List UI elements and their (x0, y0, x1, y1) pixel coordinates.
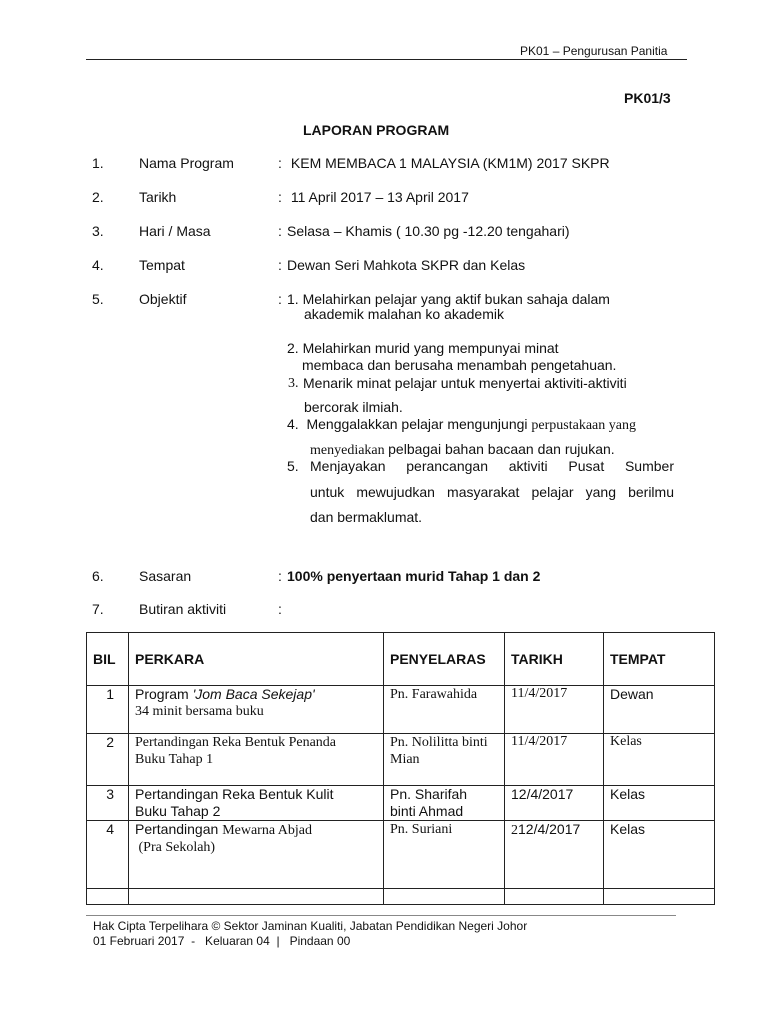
cell-tarikh: 12/4/2017 (505, 786, 604, 821)
field-colon: : (278, 257, 282, 273)
cell-perkara-line-2: 34 minit bersama buku (135, 704, 264, 719)
field-colon: : (278, 223, 282, 239)
field-colon: : (278, 601, 282, 617)
table-row (87, 686, 715, 734)
cell-text: Pn. Farawahida (390, 687, 478, 702)
cell-tarikh: 11/4/2017 (505, 686, 604, 734)
field-value-tarikh: 11 April 2017 – 13 April 2017 (287, 189, 469, 205)
cell-tempat: Kelas (604, 786, 715, 821)
column-header-tempat: TEMPAT (604, 633, 715, 686)
field-label-butiran-aktiviti: Butiran aktiviti (139, 601, 227, 617)
cell-perkara-line-2: Buku Tahap 2 (135, 803, 221, 819)
objective-2-line-1: 2. Melahirkan murid yang mempunyai minat (287, 340, 559, 356)
footer-divider (86, 915, 676, 916)
cell-text-italic: 'Jom Baca Sekejap' (192, 686, 315, 702)
field-colon: : (278, 155, 282, 171)
objective-1-line-1: 1. Melahirkan pelajar yang aktif bukan sahaja dalam (287, 291, 610, 307)
objective-3-line-2: bercorak ilmiah. (304, 399, 403, 415)
table-row (87, 786, 715, 821)
footer-revision: 01 Februari 2017 - Keluaran 04 | Pindaan 00 (93, 934, 351, 948)
cell-penyelaras (384, 821, 505, 889)
field-label-nama-program: Nama Program (139, 155, 234, 171)
field-value-nama-program: KEM MEMBACA 1 MALAYSIA (KM1M) 2017 SKPR (287, 155, 610, 171)
cell-text: Mewarna Abjad (222, 823, 312, 838)
field-number: 1. (92, 155, 104, 171)
cell-text: Pn. Suriani (390, 822, 453, 837)
objective-5-number: 5. (287, 458, 299, 474)
cell-tempat: Kelas (604, 734, 715, 786)
cell-penyelaras (384, 734, 505, 786)
field-number: 4. (92, 257, 104, 273)
cell-bil: 2 (87, 734, 129, 786)
cell-perkara (129, 734, 384, 786)
cell-perkara-line-1: Pertandingan Reka Bentuk Kulit (135, 786, 334, 802)
objective-5-line-2: untuk mewujudkan masyarakat pelajar yang berilmu (310, 484, 674, 500)
cell-perkara-line-1 (135, 686, 377, 703)
objective-5-line-3: dan bermaklumat. (310, 509, 423, 525)
cell-perkara (129, 686, 384, 734)
cell-tarikh (505, 821, 604, 889)
cell-perkara-line-1: Pertandingan Reka Bentuk Penanda (135, 735, 337, 750)
column-header-bil: BIL (87, 633, 129, 686)
cell-perkara-line-2: Buku Tahap 1 (135, 752, 214, 767)
document-code: PK01/3 (624, 90, 671, 106)
objective-4-text-d: pelbagai bahan bacaan dan rujukan. (388, 441, 615, 457)
field-colon: : (278, 568, 282, 584)
table-row (87, 821, 715, 889)
field-number: 6. (92, 568, 104, 584)
column-header-perkara: PERKARA (129, 633, 384, 686)
cell-text: Pertandingan (135, 821, 223, 837)
cell-penyelaras (384, 686, 505, 734)
objective-4-line-2 (310, 441, 615, 459)
document-title: LAPORAN PROGRAM (303, 122, 450, 138)
objective-3-line-1: Menarik minat pelajar untuk menyertai aktiviti-aktiviti (303, 375, 627, 391)
objective-3-number: 3. (288, 376, 299, 391)
field-colon: : (278, 189, 282, 205)
cell-tempat: Dewan (604, 686, 715, 734)
objective-1-line-2: akademik malahan ko akademik (304, 306, 504, 322)
column-header-tarikh: TARIKH (505, 633, 604, 686)
field-label-hari-masa: Hari / Masa (139, 223, 211, 239)
cell-empty (87, 889, 129, 905)
page-header-text: PK01 – Pengurusan Panitia (520, 44, 668, 58)
field-number: 3. (92, 223, 104, 239)
activity-table (86, 632, 715, 905)
objective-4-line-1 (287, 416, 636, 434)
table-row-empty (87, 889, 715, 905)
cell-text: Mian (390, 752, 420, 767)
objective-4-text-a: 4. Menggalakkan pelajar mengunjungi (287, 416, 532, 432)
cell-bil: 1 (87, 686, 129, 734)
cell-text: 12/4/2017 (518, 821, 581, 837)
cell-perkara (129, 786, 384, 821)
objective-2-line-2: membaca dan berusaha menambah pengetahuan. (302, 357, 617, 373)
cell-tarikh: 11/4/2017 (505, 734, 604, 786)
cell-text: Pn. Sharifah (390, 786, 468, 802)
cell-bil: 4 (87, 821, 129, 889)
cell-perkara-line-2: (Pra Sekolah) (135, 840, 216, 855)
field-value-tempat: Dewan Seri Mahkota SKPR dan Kelas (287, 257, 526, 273)
cell-empty (604, 889, 715, 905)
field-label-sasaran: Sasaran (139, 568, 192, 584)
table-header-row (87, 633, 715, 686)
field-label-tempat: Tempat (139, 257, 185, 273)
cell-text: Program (135, 686, 193, 702)
cell-empty (384, 889, 505, 905)
cell-penyelaras (384, 786, 505, 821)
field-colon: : (278, 291, 282, 307)
objective-4-text-c: menyediakan (310, 443, 389, 458)
table-row (87, 734, 715, 786)
field-number: 7. (92, 601, 104, 617)
objective-4-text-b: perpustakaan yang (531, 418, 636, 433)
cell-text: 2 (511, 823, 518, 838)
field-label-objektif: Objektif (139, 291, 187, 307)
footer-copyright: Hak Cipta Terpelihara © Sektor Jaminan Kualiti, Jabatan Pendidikan Negeri Johor (93, 919, 528, 933)
field-value-sasaran: 100% penyertaan murid Tahap 1 dan 2 (287, 568, 541, 584)
field-label-tarikh: Tarikh (139, 189, 177, 205)
cell-bil: 3 (87, 786, 129, 821)
field-value-hari-masa: Selasa – Khamis ( 10.30 pg -12.20 tengahari) (287, 223, 570, 239)
cell-perkara (129, 821, 384, 889)
objective-5-line-1: Menjayakan perancangan aktiviti Pusat Sumber (310, 458, 674, 474)
cell-empty (505, 889, 604, 905)
cell-empty (129, 889, 384, 905)
cell-text: binti Ahmad (390, 803, 464, 819)
field-number: 5. (92, 291, 104, 307)
cell-perkara-line-1 (135, 821, 377, 839)
cell-tempat: Kelas (604, 821, 715, 889)
cell-text: Pn. Nolilitta binti (390, 735, 488, 750)
field-number: 2. (92, 189, 104, 205)
header-divider (86, 59, 687, 60)
column-header-penyelaras: PENYELARAS (384, 633, 505, 686)
